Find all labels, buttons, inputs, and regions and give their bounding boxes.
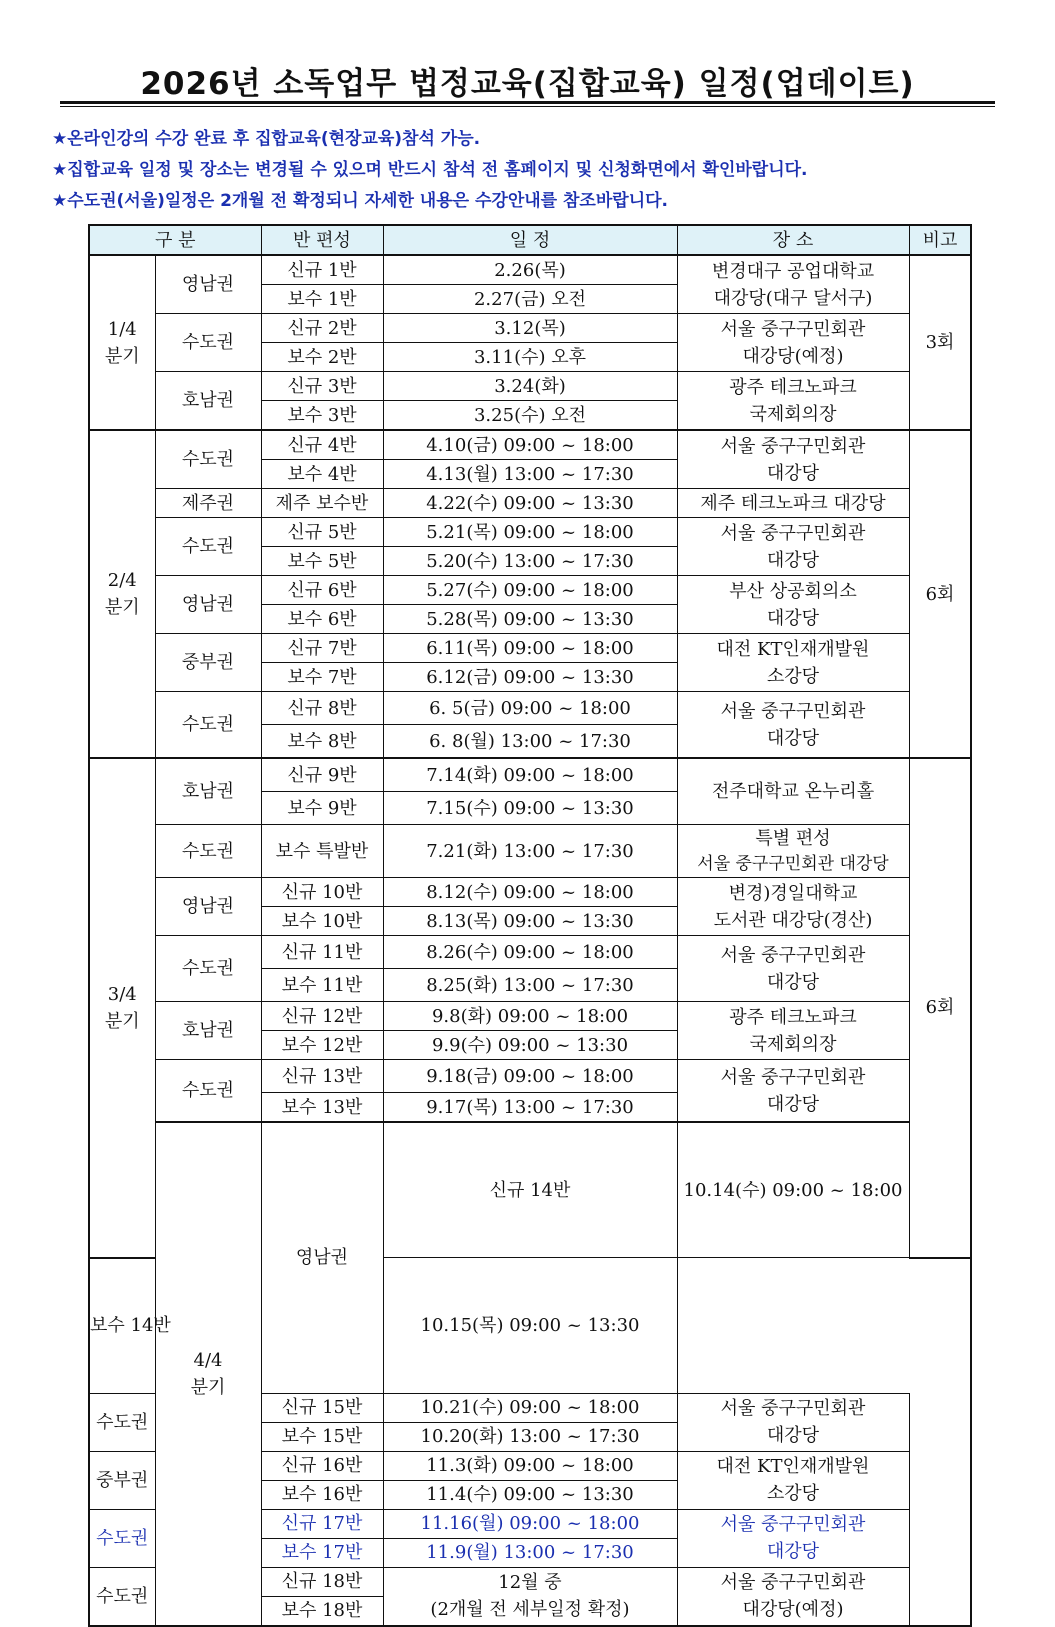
class-cell: 신규 4반: [261, 430, 383, 460]
location-line: 특별 편성: [755, 828, 831, 849]
date-cell: 9.8(화) 09:00 ~ 18:00: [383, 1002, 677, 1031]
region-cell: 중부권: [155, 634, 261, 692]
location-cell: 서울 중구구민회관 대강당(예정): [677, 1567, 909, 1626]
region-cell: 수도권: [155, 692, 261, 759]
class-cell: 보수 17반: [261, 1538, 383, 1567]
location-cell: 광주 테크노파크 국제회의장: [677, 1002, 909, 1060]
class-cell: 보수 13반: [261, 1093, 383, 1123]
class-cell: 신규 18반: [261, 1567, 383, 1596]
class-cell: 보수 18반: [261, 1596, 383, 1626]
location-cell: 서울 중구구민회관 대강당: [677, 1509, 909, 1567]
note-cell: 6회: [909, 430, 971, 758]
location-cell: 서울 중구구민회관 대강당: [677, 936, 909, 1002]
table-row: [89, 878, 971, 907]
date-cell: 10.14(수) 09:00 ~ 18:00: [677, 1122, 909, 1258]
quarter-label: 1/4 분기: [89, 255, 155, 430]
class-cell: 보수 11반: [261, 969, 383, 1002]
region-cell: 수도권: [155, 518, 261, 576]
table-row: [89, 430, 971, 460]
date-cell: 8.25(화) 13:00 ~ 17:30: [383, 969, 677, 1002]
table-row: [89, 692, 971, 725]
date-cell: 3.25(수) 오전: [383, 401, 677, 431]
date-cell: 6. 8(월) 13:00 ~ 17:30: [383, 725, 677, 759]
date-cell: 11.9(월) 13:00 ~ 17:30: [383, 1538, 677, 1567]
class-cell: 보수 3반: [261, 401, 383, 431]
date-cell: 2.27(금) 오전: [383, 285, 677, 314]
header-location: 장 소: [677, 225, 909, 255]
region-cell: 수도권: [89, 1509, 155, 1567]
date-cell: 4.22(수) 09:00 ~ 13:30: [383, 489, 677, 518]
location-cell: 변경)경일대학교 도서관 대강당(경산): [677, 878, 909, 936]
region-cell: 영남권: [261, 1122, 383, 1393]
table-row: [89, 1122, 971, 1258]
table-header-row: [89, 225, 971, 255]
header-class: 반 편성: [261, 225, 383, 255]
location-cell: [677, 825, 909, 878]
title-rule-thick: [60, 101, 995, 104]
date-cell: 8.13(목) 09:00 ~ 13:30: [383, 907, 677, 936]
region-cell: 중부권: [89, 1451, 155, 1509]
date-cell: 3.11(수) 오후: [383, 343, 677, 372]
class-cell: 신규 11반: [261, 936, 383, 969]
date-cell: 10.20(화) 13:00 ~ 17:30: [383, 1422, 677, 1451]
class-cell: 신규 12반: [261, 1002, 383, 1031]
class-cell: 보수 9반: [261, 792, 383, 825]
region-cell: 영남권: [155, 878, 261, 936]
date-cell: 11.3(화) 09:00 ~ 18:00: [383, 1451, 677, 1480]
date-cell: 5.28(목) 09:00 ~ 13:30: [383, 605, 677, 634]
date-cell: 5.27(수) 09:00 ~ 18:00: [383, 576, 677, 605]
location-cell: 제주 테크노파크 대강당: [677, 489, 909, 518]
date-cell: 12월 중 (2개월 전 세부일정 확정): [383, 1567, 677, 1626]
location-cell: 서울 중구구민회관 대강당: [677, 1060, 909, 1123]
region-cell: 호남권: [155, 758, 261, 825]
date-cell: 2.26(목): [383, 255, 677, 285]
class-cell: 보수 7반: [261, 663, 383, 692]
region-cell: 수도권: [155, 936, 261, 1002]
title-rule-thin: [60, 106, 995, 107]
region-cell: 영남권: [155, 255, 261, 314]
class-cell: 신규 2반: [261, 314, 383, 343]
table-row: [89, 576, 971, 605]
header-division: 구 분: [89, 225, 261, 255]
notice-item: ★집합교육 일정 및 장소는 변경될 수 있으며 반드시 참석 전 홈페이지 및 신청화면에서 확인바랍니다.: [52, 160, 808, 180]
class-cell: 보수 16반: [261, 1480, 383, 1509]
notice-item: ★온라인강의 수강 완료 후 집합교육(현장교육)참석 가능.: [52, 129, 481, 149]
date-cell: 10.21(수) 09:00 ~ 18:00: [383, 1393, 677, 1422]
class-cell: 보수 14반: [89, 1258, 155, 1394]
location-cell: 변경대구 공업대학교 대강당(대구 달서구): [677, 255, 909, 314]
date-cell: 6.11(목) 09:00 ~ 18:00: [383, 634, 677, 663]
note-cell: 3회: [909, 255, 971, 430]
location-cell: 대전 KT인재개발원 소강당: [677, 634, 909, 692]
location-line: 서울 중구구민회관 대강당: [697, 854, 889, 874]
table-row: [89, 1002, 971, 1031]
location-cell: 부산 상공회의소 대강당: [677, 576, 909, 634]
class-cell: 신규 6반: [261, 576, 383, 605]
location-cell: 서울 중구구민회관 대강당: [677, 1393, 909, 1451]
class-cell: 보수 15반: [261, 1422, 383, 1451]
notice-item: ★수도권(서울)일정은 2개월 전 확정되니 자세한 내용은 수강안내를 참조바랍니다.: [52, 191, 668, 211]
class-cell: 신규 10반: [261, 878, 383, 907]
class-cell: 보수 12반: [261, 1031, 383, 1060]
date-cell: 3.24(화): [383, 372, 677, 401]
table-row: [89, 758, 971, 792]
class-cell: 신규 3반: [261, 372, 383, 401]
quarter-label: 4/4 분기: [155, 1122, 261, 1626]
table-row: [89, 936, 971, 969]
page-title: 2026년 소독업무 법정교육(집합교육) 일정(업데이트): [140, 66, 915, 102]
date-cell: 8.12(수) 09:00 ~ 18:00: [383, 878, 677, 907]
date-cell: 7.14(화) 09:00 ~ 18:00: [383, 758, 677, 792]
quarter-label: 3/4 분기: [89, 758, 155, 1258]
region-cell: 제주권: [155, 489, 261, 518]
class-cell: 보수 8반: [261, 725, 383, 759]
class-cell: 신규 8반: [261, 692, 383, 725]
schedule-table: [88, 224, 972, 1627]
class-cell: 신규 17반: [261, 1509, 383, 1538]
class-cell: 신규 13반: [261, 1060, 383, 1093]
date-cell: 8.26(수) 09:00 ~ 18:00: [383, 936, 677, 969]
region-cell: 호남권: [155, 1002, 261, 1060]
date-cell: 10.15(목) 09:00 ~ 13:30: [383, 1258, 677, 1394]
class-cell: 보수 4반: [261, 460, 383, 489]
header-schedule: 일 정: [383, 225, 677, 255]
date-cell: 5.20(수) 13:00 ~ 17:30: [383, 547, 677, 576]
class-cell: 보수 1반: [261, 285, 383, 314]
region-cell: 영남권: [155, 576, 261, 634]
notice-list: [52, 124, 1012, 217]
location-cell: 서울 중구구민회관 대강당: [677, 518, 909, 576]
region-cell: 수도권: [155, 1060, 261, 1123]
location-cell: 서울 중구구민회관 대강당: [677, 692, 909, 759]
class-cell: 신규 15반: [261, 1393, 383, 1422]
class-cell: 신규 9반: [261, 758, 383, 792]
location-cell: 대전 KT인재개발원 소강당: [677, 1451, 909, 1509]
region-cell: 수도권: [89, 1567, 155, 1626]
table-row: [89, 489, 971, 518]
class-cell: 보수 특발반: [261, 825, 383, 878]
region-cell: 호남권: [155, 372, 261, 431]
location-cell: 전주대학교 온누리홀: [677, 758, 909, 825]
region-cell: 수도권: [89, 1393, 155, 1451]
note-cell: 6회: [909, 758, 971, 1258]
date-cell: 11.4(수) 09:00 ~ 13:30: [383, 1480, 677, 1509]
table-row: [89, 255, 971, 285]
class-cell: 신규 5반: [261, 518, 383, 547]
date-cell: 3.12(목): [383, 314, 677, 343]
table-row: [89, 518, 971, 547]
table-row: [89, 1060, 971, 1093]
class-cell: 신규 7반: [261, 634, 383, 663]
class-cell: 보수 2반: [261, 343, 383, 372]
class-cell: 보수 5반: [261, 547, 383, 576]
date-cell: 9.18(금) 09:00 ~ 18:00: [383, 1060, 677, 1093]
table-row: [89, 314, 971, 343]
date-cell: 9.17(목) 13:00 ~ 17:30: [383, 1093, 677, 1123]
class-cell: 보수 10반: [261, 907, 383, 936]
table-row: [89, 825, 971, 878]
region-cell: 수도권: [155, 430, 261, 489]
table-row: [89, 372, 971, 401]
region-cell: 수도권: [155, 314, 261, 372]
date-cell: 6. 5(금) 09:00 ~ 18:00: [383, 692, 677, 725]
date-cell: 5.21(목) 09:00 ~ 18:00: [383, 518, 677, 547]
location-cell: 서울 중구구민회관 대강당(예정): [677, 314, 909, 372]
class-cell: 신규 1반: [261, 255, 383, 285]
header-note: 비고: [909, 225, 971, 255]
class-cell: 신규 14반: [383, 1122, 677, 1258]
date-cell: 7.21(화) 13:00 ~ 17:30: [383, 825, 677, 878]
date-cell: 9.9(수) 09:00 ~ 13:30: [383, 1031, 677, 1060]
date-cell: 4.13(월) 13:00 ~ 17:30: [383, 460, 677, 489]
class-cell: 신규 16반: [261, 1451, 383, 1480]
date-cell: 4.10(금) 09:00 ~ 18:00: [383, 430, 677, 460]
date-cell: 6.12(금) 09:00 ~ 13:30: [383, 663, 677, 692]
location-cell: 서울 중구구민회관 대강당: [677, 430, 909, 489]
class-cell: 제주 보수반: [261, 489, 383, 518]
quarter-label: 2/4 분기: [89, 430, 155, 758]
date-cell: 7.15(수) 09:00 ~ 13:30: [383, 792, 677, 825]
region-cell: 수도권: [155, 825, 261, 878]
class-cell: 보수 6반: [261, 605, 383, 634]
location-cell: 광주 테크노파크 국제회의장: [677, 372, 909, 431]
date-cell: 11.16(월) 09:00 ~ 18:00: [383, 1509, 677, 1538]
table-row: [89, 634, 971, 663]
